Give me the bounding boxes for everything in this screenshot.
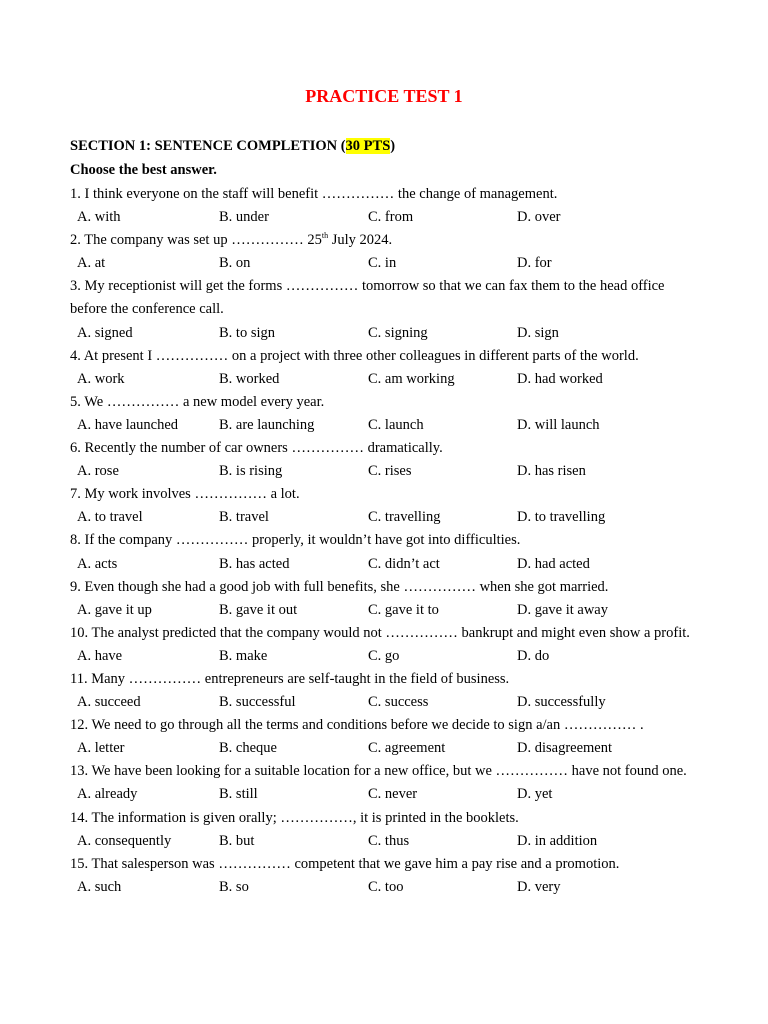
option-d[interactable]: D. had acted xyxy=(517,555,590,572)
ordinal-suffix: th xyxy=(321,231,329,241)
option-b[interactable]: B. worked xyxy=(219,370,280,387)
option-c[interactable]: C. rises xyxy=(368,463,412,480)
question-stem: 14. The information is given orally; ……………, it is printed in the booklets. xyxy=(70,809,519,826)
option-b[interactable]: B. is rising xyxy=(219,463,283,480)
option-a[interactable]: A. such xyxy=(77,878,122,895)
question-stem: 5. We …………… a new model every year. xyxy=(70,393,325,410)
option-d[interactable]: D. very xyxy=(517,878,561,895)
question-stem: 3. My receptionist will get the forms …………… tomorrow so that we can fax them to the head office before the conference call. xyxy=(70,278,665,318)
question-stem: 12. We need to go through all the terms and conditions before we decide to sign a/an …………… . xyxy=(70,717,644,734)
option-c[interactable]: C. success xyxy=(368,694,429,711)
answer-options xyxy=(70,553,705,576)
option-c[interactable]: C. too xyxy=(368,878,404,895)
option-d[interactable]: D. do xyxy=(517,647,550,664)
answer-options xyxy=(70,252,705,275)
option-a[interactable]: A. acts xyxy=(77,555,118,572)
option-d[interactable]: D. over xyxy=(517,209,561,226)
option-a[interactable]: A. with xyxy=(77,209,121,226)
option-a[interactable]: A. at xyxy=(77,255,106,272)
option-c[interactable]: C. gave it to xyxy=(368,601,439,618)
option-c[interactable]: C. agreement xyxy=(368,740,446,757)
option-a[interactable]: A. signed xyxy=(77,324,133,341)
option-c[interactable]: C. didn’t act xyxy=(368,555,440,572)
option-a[interactable]: A. to travel xyxy=(77,509,143,526)
question-stem: 9. Even though she had a good job with full benefits, she …………… when she got married. xyxy=(70,578,609,595)
instruction-text: Choose the best answer. xyxy=(70,162,217,178)
answer-options xyxy=(70,414,705,437)
option-d[interactable]: D. for xyxy=(517,255,552,272)
question-stem: 13. We have been looking for a suitable location for a new office, but we …………… have not found one. xyxy=(70,763,687,780)
option-a[interactable]: A. consequently xyxy=(77,832,172,849)
option-d[interactable]: D. gave it away xyxy=(517,601,608,618)
answer-options xyxy=(70,645,705,668)
option-d[interactable]: D. successfully xyxy=(517,694,606,711)
option-c[interactable]: C. launch xyxy=(368,416,424,433)
option-d[interactable]: D. disagreement xyxy=(517,740,613,757)
page-title: PRACTICE TEST 1 xyxy=(305,86,463,106)
answer-options xyxy=(70,830,705,853)
option-d[interactable]: D. will launch xyxy=(517,416,600,433)
answer-options xyxy=(70,206,705,229)
question-stem: 7. My work involves …………… a lot. xyxy=(70,486,300,503)
question-stem: 15. That salesperson was …………… competent that we gave him a pay rise and a promotion. xyxy=(70,855,620,872)
question-stem: 6. Recently the number of car owners …………… dramatically. xyxy=(70,440,443,457)
option-c[interactable]: C. signing xyxy=(368,324,428,341)
question-stem-part: 2. The company was set up …………… 25 xyxy=(70,232,322,249)
option-d[interactable]: D. in addition xyxy=(517,832,598,849)
option-c[interactable]: C. travelling xyxy=(368,509,441,526)
option-d[interactable]: D. to travelling xyxy=(517,509,606,526)
option-b[interactable]: B. to sign xyxy=(219,324,275,341)
question-stem-part: July 2024. xyxy=(328,232,393,249)
option-b[interactable]: B. but xyxy=(219,832,255,849)
section-heading-prefix: SECTION 1: SENTENCE COMPLETION ( xyxy=(70,138,346,154)
question-stem: 4. At present I …………… on a project with three other colleagues in different parts of the world. xyxy=(70,347,639,364)
question-stem: 1. I think everyone on the staff will benefit …………… the change of management. xyxy=(70,186,558,202)
question-stem: 10. The analyst predicted that the company would not …………… bankrupt and might even show a profit. xyxy=(70,624,690,641)
answer-options xyxy=(70,368,705,391)
option-d[interactable]: D. yet xyxy=(517,786,553,803)
option-c[interactable]: C. from xyxy=(368,209,414,226)
answer-options xyxy=(70,506,705,529)
option-c[interactable]: C. in xyxy=(368,255,397,272)
answer-options xyxy=(70,322,705,345)
option-a[interactable]: A. have launched xyxy=(77,416,179,433)
option-b[interactable]: B. cheque xyxy=(219,740,277,757)
option-b[interactable]: B. under xyxy=(219,209,269,226)
answer-options xyxy=(70,783,705,806)
option-d[interactable]: D. sign xyxy=(517,324,559,341)
question-stem: 11. Many …………… entrepreneurs are self-taught in the field of business. xyxy=(70,670,510,687)
answer-options xyxy=(70,460,705,483)
option-b[interactable]: B. travel xyxy=(219,509,269,526)
answer-options xyxy=(70,599,705,622)
section-heading-suffix: ) xyxy=(390,138,396,154)
answer-options xyxy=(70,876,705,899)
option-c[interactable]: C. am working xyxy=(368,370,455,387)
option-b[interactable]: B. still xyxy=(219,786,258,803)
option-c[interactable]: C. never xyxy=(368,786,418,803)
option-b[interactable]: B. gave it out xyxy=(219,601,298,618)
option-a[interactable]: A. letter xyxy=(77,740,125,757)
answer-options xyxy=(70,691,705,714)
option-a[interactable]: A. rose xyxy=(77,463,119,480)
question-stem xyxy=(70,229,705,252)
section-heading xyxy=(70,138,395,155)
option-b[interactable]: B. has acted xyxy=(219,555,290,572)
option-b[interactable]: B. are launching xyxy=(219,416,315,433)
question-list xyxy=(70,183,705,899)
option-a[interactable]: A. succeed xyxy=(77,694,141,711)
option-a[interactable]: A. work xyxy=(77,370,125,387)
option-b[interactable]: B. so xyxy=(219,878,249,895)
option-b[interactable]: B. successful xyxy=(219,694,296,711)
answer-options xyxy=(70,737,705,760)
option-b[interactable]: B. make xyxy=(219,647,268,664)
option-d[interactable]: D. had worked xyxy=(517,370,603,387)
option-a[interactable]: A. have xyxy=(77,647,123,664)
option-a[interactable]: A. gave it up xyxy=(77,601,152,618)
points-highlight: 30 PTS xyxy=(345,138,391,154)
option-c[interactable]: C. thus xyxy=(368,832,410,849)
option-d[interactable]: D. has risen xyxy=(517,463,586,480)
option-b[interactable]: B. on xyxy=(219,255,251,272)
question-stem: 8. If the company …………… properly, it wouldn’t have got into difficulties. xyxy=(70,532,521,549)
option-a[interactable]: A. already xyxy=(77,786,138,803)
option-c[interactable]: C. go xyxy=(368,647,400,664)
